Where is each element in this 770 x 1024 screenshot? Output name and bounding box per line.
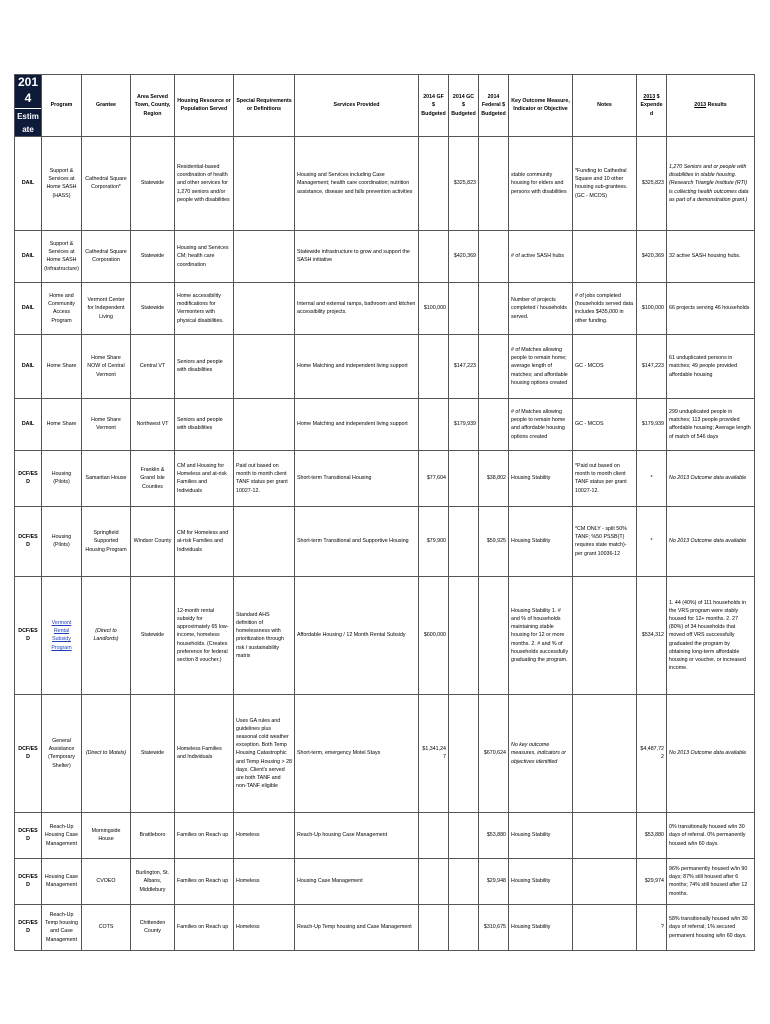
key-outcome-cell: Housing Stability [509, 904, 573, 950]
gf-cell: $77,604 [419, 450, 449, 506]
dept-cell: DCF/ESD [15, 450, 42, 506]
results-cell: No 2013 Outcome data available [667, 506, 755, 576]
special-cell: Homeless [234, 812, 295, 858]
services-cell: Reach-Up housing Case Management [295, 812, 419, 858]
special-cell [234, 334, 295, 398]
special-cell: Paid out based on month to month client TANF status per grant 10027-12. [234, 450, 295, 506]
federal-cell [479, 230, 509, 282]
dept-cell: DAIL [15, 334, 42, 398]
special-cell [234, 230, 295, 282]
gc-cell [449, 858, 479, 904]
program-budget-table [14, 74, 755, 951]
grantee-cell: Cathedral Square Corporation* [82, 136, 131, 230]
area-served-header: Area Served Town, County, Region [131, 75, 175, 137]
gc-cell: $325,823 [449, 136, 479, 230]
housing-cell: Families on Reach up [175, 904, 234, 950]
grantee-cell: (Direct to Motels) [82, 694, 131, 812]
area-cell: Statewide [131, 230, 175, 282]
year-label: 2014 [17, 75, 39, 105]
results-cell: 299 unduplicated people in matches; 113 people provided affordable housing; Average length of match of 546 days [667, 398, 755, 450]
notes-cell [573, 858, 637, 904]
grantee-header: Grantee [82, 75, 131, 137]
area-cell: Franklin & Grand Isle Counties [131, 450, 175, 506]
services-cell: Short-term Transitional Housing [295, 450, 419, 506]
special-cell [234, 506, 295, 576]
expended-cell: $534,312 [637, 576, 667, 694]
program-cell: Housing Case Management [42, 858, 82, 904]
dept-cell: DAIL [15, 136, 42, 230]
notes-cell: *Funding to Cathedral Square and 10 other housing sub-grantees. (GC - MCOS) [573, 136, 637, 230]
gc-cell [449, 506, 479, 576]
header-row [15, 75, 755, 137]
notes-cell [573, 576, 637, 694]
table-row [15, 230, 755, 282]
year-estimate-header [15, 75, 42, 137]
gf-cell [419, 812, 449, 858]
dept-cell: DAIL [15, 230, 42, 282]
special-cell: Standard AHS definition of homelessness with prioritization through risk / sustainability matrix [234, 576, 295, 694]
special-cell [234, 282, 295, 334]
services-cell: Short-term Transitional and Supportive Housing [295, 506, 419, 576]
services-cell: Housing and Services including Case Management; health care coordination; nutrition assistance, disease and falls prevention activities [295, 136, 419, 230]
federal-cell: $310,675 [479, 904, 509, 950]
results-cell: 0% transitionally housed w/in 30 days of referral. 0% permanently housed w/in 60 days. [667, 812, 755, 858]
table-row [15, 398, 755, 450]
key-outcome-cell: Number of projects completed / households served. [509, 282, 573, 334]
gc-cell: $179,939 [449, 398, 479, 450]
notes-cell [573, 904, 637, 950]
results-cell: No 2013 Outcome data available [667, 450, 755, 506]
services-cell: Reach-Up Temp housing and Case Management [295, 904, 419, 950]
expended-cell: ? [637, 904, 667, 950]
program-cell: Home Share [42, 398, 82, 450]
area-cell: Brattleboro [131, 812, 175, 858]
federal-cell: $38,802 [479, 450, 509, 506]
gf-cell [419, 398, 449, 450]
results-label: Results [706, 102, 727, 109]
results-cell: 58% transitionally housed w/in 30 days of referral; 1% secured permanent housing w/in 60 days. [667, 904, 755, 950]
key-outcome-cell: Housing Stability [509, 506, 573, 576]
key-outcome-cell: Housing Stability 1. # and % of households maintaining stable housing for 12 or more months. 2. # and % of households successfully graduating the program. [509, 576, 573, 694]
estimate-label: Estimate [15, 108, 41, 136]
table-row [15, 576, 755, 694]
grantee-cell: CVOEO [82, 858, 131, 904]
key-outcome-header: Key Outcome Measure, Indicator or Objective [509, 75, 573, 137]
area-cell: Statewide [131, 282, 175, 334]
notes-cell: *CM ONLY - split 50% TANF; %50 PSSB(T) requires state match)- per grant 10036-12 [573, 506, 637, 576]
expended-cell: * [637, 506, 667, 576]
expended-cell: $147,223 [637, 334, 667, 398]
notes-cell: *Paid out based on month to month client TANF status per grant 10027-12. [573, 450, 637, 506]
grantee-cell: Cathedral Square Corporation [82, 230, 131, 282]
program-cell: Support & Services at Home SASH (Infrastructure) [42, 230, 82, 282]
expended-cell: * [637, 450, 667, 506]
key-outcome-cell: # of Matches allowing people to remain home and affordable housing options created [509, 398, 573, 450]
area-cell: Statewide [131, 694, 175, 812]
gc-cell: $420,369 [449, 230, 479, 282]
program-cell: Reach-Up Temp housing and Case Management [42, 904, 82, 950]
key-outcome-cell: Housing Stability [509, 812, 573, 858]
area-cell: Windsor County [131, 506, 175, 576]
gf-budget-header: 2014 GF $ Budgeted [419, 75, 449, 137]
dept-cell: DCF/ESD [15, 904, 42, 950]
area-cell: Statewide [131, 576, 175, 694]
notes-cell [573, 230, 637, 282]
housing-resource-header: Housing Resource or Population Served [175, 75, 234, 137]
notes-header: Notes [573, 75, 637, 137]
housing-cell: Housing and Services CM; health care coordination [175, 230, 234, 282]
area-cell: Burlington, St. Albans, Middlebury [131, 858, 175, 904]
grantee-cell: Home Share Vermont [82, 398, 131, 450]
grantee-cell: Vermont Center for Independent Living [82, 282, 131, 334]
housing-cell: Home accessibility modifications for Vermonters with physical disabilities. [175, 282, 234, 334]
table-row [15, 450, 755, 506]
gf-cell [419, 904, 449, 950]
program-cell: Reach-Up Housing Case Management [42, 812, 82, 858]
grantee-cell: COTS [82, 904, 131, 950]
gf-cell [419, 858, 449, 904]
special-cell [234, 136, 295, 230]
gc-budget-header: 2014 GC $ Budgeted [449, 75, 479, 137]
key-outcome-cell: No key outcome measures, indicators or objectives identified [509, 694, 573, 812]
gf-cell: $600,000 [419, 576, 449, 694]
housing-cell: CM and Housing for Homeless and at-risk Families and Individuals [175, 450, 234, 506]
gc-cell [449, 904, 479, 950]
results-cell: 61 unduplicated persons in matches; 49 people provided affordable housing [667, 334, 755, 398]
key-outcome-cell: Housing Stability [509, 450, 573, 506]
key-outcome-cell: # of active SASH hubs [509, 230, 573, 282]
gc-cell: $147,223 [449, 334, 479, 398]
special-cell: Uses GA rules and guidelines plus seasonal cold weather exception. Both Temp Housing Catastrophic and Temp Housing > 28 days. Client's served are both TANF and non-TANF eligible [234, 694, 295, 812]
program-cell [42, 576, 82, 694]
gc-cell [449, 576, 479, 694]
expended-cell: $29,974 [637, 858, 667, 904]
federal-cell [479, 576, 509, 694]
results-cell: 1. 44 (40%) of 111 households in the VRS program were stably housed for 12+ months. 2. 27 (80%) of 34 households that moved off VRS successfully graduated the program by obtaining long-term affordable housing or voucher, or increased income. [667, 576, 755, 694]
expended-cell: $4,487,722 [637, 694, 667, 812]
table-row [15, 694, 755, 812]
notes-cell: GC - MCOS [573, 334, 637, 398]
key-outcome-cell: # of Matches allowing people to remain home; average length of matches; and affordable housing options created [509, 334, 573, 398]
expended-cell: $100,000 [637, 282, 667, 334]
gc-cell [449, 450, 479, 506]
federal-cell [479, 334, 509, 398]
dept-cell: DCF/ESD [15, 858, 42, 904]
area-cell: Central VT [131, 334, 175, 398]
table-row [15, 506, 755, 576]
federal-cell [479, 282, 509, 334]
expended-year: 2013 [643, 94, 656, 101]
results-header [667, 75, 755, 137]
grantee-cell: (Direct to Landlords) [82, 576, 131, 694]
notes-cell [573, 694, 637, 812]
federal-cell: $670,624 [479, 694, 509, 812]
program-header: Program [42, 75, 82, 137]
gf-cell [419, 230, 449, 282]
table-row [15, 282, 755, 334]
services-cell: Statewide infrastructure to grow and support the SASH initiative [295, 230, 419, 282]
results-cell: 66 projects serving 46 households [667, 282, 755, 334]
dept-cell: DCF/ESD [15, 812, 42, 858]
housing-cell: Seniors and people with disabilities [175, 398, 234, 450]
gc-cell [449, 812, 479, 858]
expended-cell: $420,369 [637, 230, 667, 282]
area-cell: Statewide [131, 136, 175, 230]
federal-cell: $53,880 [479, 812, 509, 858]
dept-cell: DCF/ESD [15, 506, 42, 576]
table-row [15, 334, 755, 398]
notes-cell: # of jobs completed (households served data includes $435,000 in other funding. [573, 282, 637, 334]
results-cell: 96% permanently housed w/in 90 days; 87% still housed after 6 months; 74% still housed after 12 months. [667, 858, 755, 904]
results-cell: 32 active SASH housing hubs. [667, 230, 755, 282]
table-row [15, 136, 755, 230]
dept-cell: DCF/ESD [15, 576, 42, 694]
results-cell: 1,270 Seniors and or people with disabilities in stable housing. (Research Triangle Institute (RTI) is collecting health outcomes data as part of a demonstration grant.) [667, 136, 755, 230]
gc-cell [449, 282, 479, 334]
services-cell: Internal and external ramps, bathroom and kitchen accessibility projects. [295, 282, 419, 334]
key-outcome-cell: stable community housing for elders and persons with disabilities [509, 136, 573, 230]
gf-cell: $1,341,247 [419, 694, 449, 812]
services-cell: Home Matching and independent living support [295, 398, 419, 450]
area-cell: Chittenden County [131, 904, 175, 950]
housing-cell: Families on Reach up [175, 858, 234, 904]
housing-cell: Residential-based coordination of health and other services for 1,270 seniors and/or people with disabilities [175, 136, 234, 230]
program-cell: Home Share [42, 334, 82, 398]
services-cell: Short-term, emergency Motel Stays [295, 694, 419, 812]
housing-cell: Seniors and people with disabilities [175, 334, 234, 398]
federal-budget-header: 2014 Federal $ Budgeted [479, 75, 509, 137]
expended-label: $ Expended [640, 94, 663, 117]
expended-cell: $179,939 [637, 398, 667, 450]
gf-cell: $100,000 [419, 282, 449, 334]
program-cell: Housing (Pilots) [42, 450, 82, 506]
federal-cell: $59,925 [479, 506, 509, 576]
area-cell: Northwest VT [131, 398, 175, 450]
program-cell: General Assistance (Temporary Shelter) [42, 694, 82, 812]
notes-cell [573, 812, 637, 858]
services-cell: Home Matching and independent living support [295, 334, 419, 398]
gc-cell [449, 694, 479, 812]
gf-cell [419, 334, 449, 398]
special-cell [234, 398, 295, 450]
special-requirements-header: Special Requirements or Definitions [234, 75, 295, 137]
federal-cell: $29,948 [479, 858, 509, 904]
housing-cell: Homeless Families and Individuals [175, 694, 234, 812]
dept-cell: DAIL [15, 398, 42, 450]
services-cell: Housing Case Management [295, 858, 419, 904]
grantee-cell: Home Share NOW of Central Vermont [82, 334, 131, 398]
program-cell: Housing (Pilots) [42, 506, 82, 576]
housing-cell: CM for Homeless and at-risk Families and Individuals [175, 506, 234, 576]
housing-cell: 12-month rental subsidy for approximately 65 low-income, homeless households. (Creates preference for federal section 8 voucher.) [175, 576, 234, 694]
special-cell: Homeless [234, 904, 295, 950]
federal-cell [479, 136, 509, 230]
grantee-cell: Samaritan House [82, 450, 131, 506]
notes-cell: GC - MCOS [573, 398, 637, 450]
special-cell: Homeless [234, 858, 295, 904]
services-provided-header: Services Provided [295, 75, 419, 137]
table-row [15, 812, 755, 858]
expended-header [637, 75, 667, 137]
federal-cell [479, 398, 509, 450]
gf-cell: $79,900 [419, 506, 449, 576]
housing-cell: Families on Reach up [175, 812, 234, 858]
services-cell: Affordable Housing / 12 Month Rental Subsidy [295, 576, 419, 694]
vermont-rental-subsidy-link[interactable]: Vermont Rental Subsidy Program [51, 620, 72, 651]
expended-cell: $325,823 [637, 136, 667, 230]
program-cell: Support & Services at Home SASH (HASS) [42, 136, 82, 230]
expended-cell: $53,880 [637, 812, 667, 858]
table-row [15, 858, 755, 904]
results-year: 2013 [694, 102, 707, 109]
key-outcome-cell: Housing Stability [509, 858, 573, 904]
results-cell: No 2013 Outcome data available [667, 694, 755, 812]
dept-cell: DCF/ESD [15, 694, 42, 812]
grantee-cell: Springfield Supported Housing Program [82, 506, 131, 576]
gf-cell [419, 136, 449, 230]
table-row [15, 904, 755, 950]
dept-cell: DAIL [15, 282, 42, 334]
grantee-cell: Morningside House [82, 812, 131, 858]
program-cell: Home and Community Access Program [42, 282, 82, 334]
